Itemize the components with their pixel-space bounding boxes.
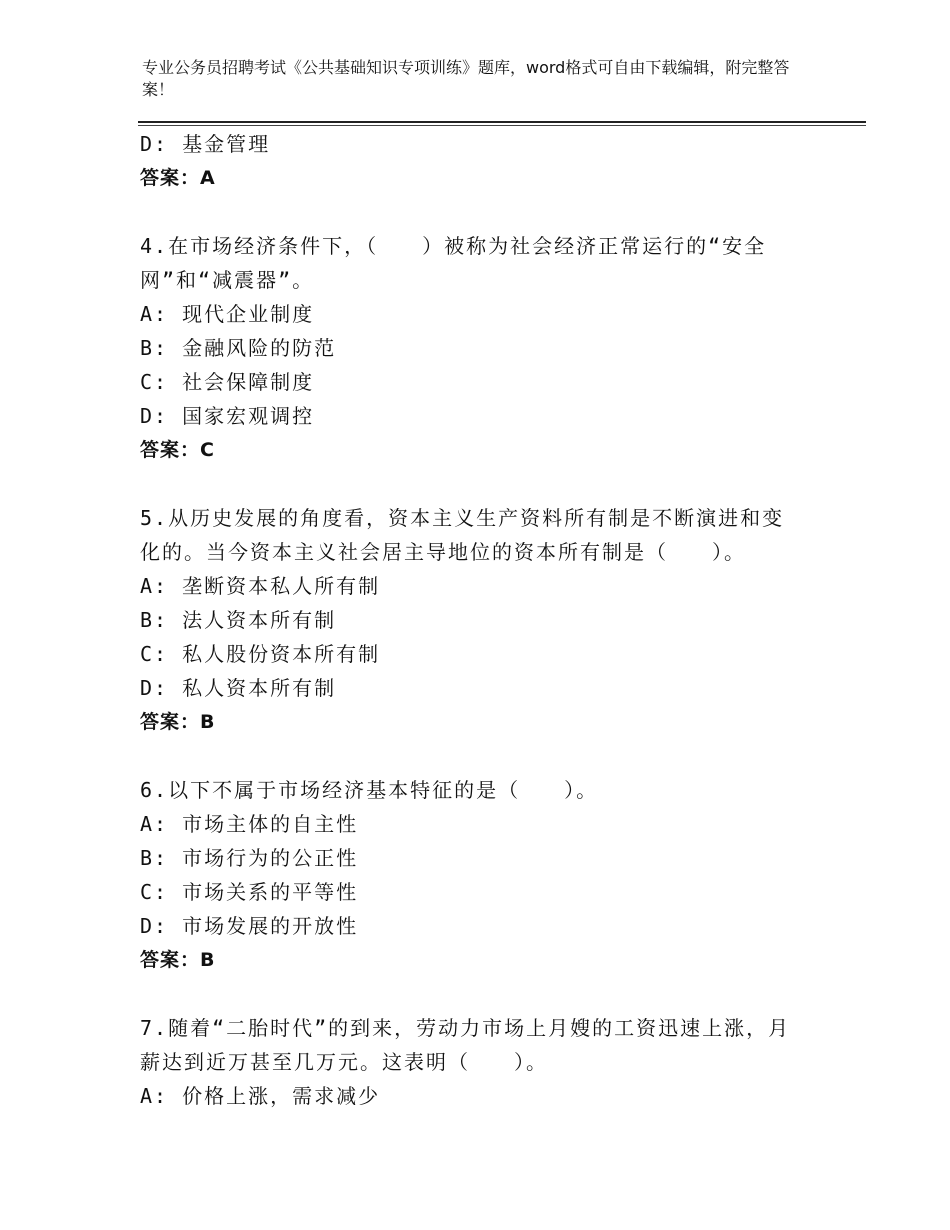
option-b: B: 金融风险的防范: [140, 336, 337, 360]
option-a: A: 价格上涨，需求减少: [140, 1084, 381, 1108]
question-list: [140, 127, 840, 1113]
option-d: D: 基金管理: [140, 132, 271, 156]
answer-line: 答案：B: [140, 711, 216, 733]
option-c: C: 社会保障制度: [140, 370, 315, 394]
option-d: D: 国家宏观调控: [140, 404, 315, 428]
option-d: D: 市场发展的开放性: [140, 914, 359, 938]
page-header: 专业公务员招聘考试《公共基础知识专项训练》题库，word格式可自由下载编辑，附完整答案！: [142, 58, 790, 99]
option-b: B: 市场行为的公正性: [140, 846, 359, 870]
question-4: [140, 229, 840, 467]
question-6: [140, 773, 840, 977]
option-a: A: 垄断资本私人所有制: [140, 574, 381, 598]
question-5: [140, 501, 840, 739]
question-stem: 4.在市场经济条件下，（ ）被称为社会经济正常运行的“安全网”和“减震器”。: [140, 234, 767, 292]
header-divider-thick: [138, 121, 866, 123]
option-a: A: 市场主体的自主性: [140, 812, 359, 836]
answer-line: 答案：C: [140, 439, 215, 461]
spacer: [140, 739, 840, 773]
answer-line: 答案：B: [140, 949, 216, 971]
spacer: [140, 467, 840, 501]
option-d: D: 私人资本所有制: [140, 676, 337, 700]
question-stem: 6.以下不属于市场经济基本特征的是（ ）。: [140, 778, 599, 802]
spacer: [140, 977, 840, 1011]
option-a: A: 现代企业制度: [140, 302, 315, 326]
option-c: C: 私人股份资本所有制: [140, 642, 381, 666]
option-b: B: 法人资本所有制: [140, 608, 337, 632]
question-7: [140, 1011, 840, 1113]
header-divider-thin: [138, 125, 866, 126]
question-stem: 7.随着“二胎时代”的到来，劳动力市场上月嫂的工资迅速上涨，月薪达到近万甚至几万元。这表明（ ）。: [140, 1016, 791, 1074]
option-c: C: 市场关系的平等性: [140, 880, 359, 904]
answer-line: 答案：A: [140, 167, 216, 189]
spacer: [140, 195, 840, 229]
question-stem: 5.从历史发展的角度看，资本主义生产资料所有制是不断演进和变化的。当今资本主义社会居主导地位的资本所有制是（ ）。: [140, 506, 785, 564]
